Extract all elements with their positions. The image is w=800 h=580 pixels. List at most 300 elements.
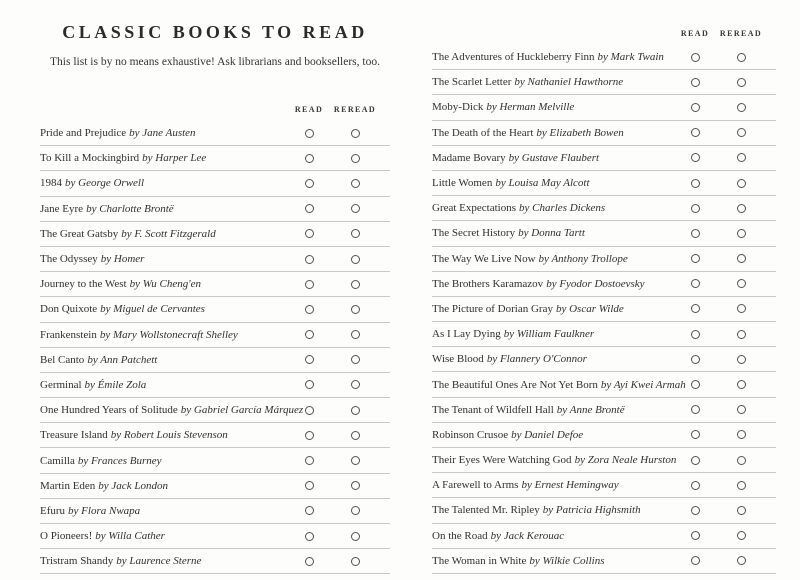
book-author: by Gabriel García Márquez [180,404,304,417]
read-circle[interactable] [305,406,314,415]
book-row [432,524,776,549]
book-author: by Donna Tartt [518,227,585,240]
read-circle[interactable] [305,456,314,465]
read-column-header: READ [680,29,710,38]
reread-cell [332,532,378,541]
read-circle[interactable] [691,279,700,288]
read-cell [286,330,332,339]
book-author: by Willa Cather [95,530,165,543]
book-author: by Louisa May Alcott [495,177,590,190]
reread-circle[interactable] [351,506,360,515]
book-entry [40,480,286,492]
reread-circle[interactable] [737,179,746,188]
reread-circle[interactable] [351,532,360,541]
read-cell [672,531,718,540]
reread-cell [332,255,378,264]
reread-circle[interactable] [737,556,746,565]
book-row [432,372,776,397]
book-entry [432,404,672,416]
reread-circle[interactable] [737,279,746,288]
book-title: The Beautiful Ones Are Not Yet Born [432,378,598,391]
read-circle[interactable] [305,179,314,188]
book-author: by Émile Zola [84,378,147,391]
book-row [40,146,390,171]
read-cell [286,280,332,289]
reread-circle[interactable] [737,380,746,389]
read-cell [286,456,332,465]
reread-circle[interactable] [737,254,746,263]
page-subtitle: This list is by no means exhaustive! Ask librarians and booksellers, too. [50,56,380,68]
reread-cell [332,406,378,415]
read-cell [286,506,332,515]
book-author: by William Faulkner [503,328,595,341]
reread-cell [332,557,378,566]
book-author: by Elizabeth Bowen [536,126,624,139]
reread-circle[interactable] [351,129,360,138]
book-title: O Pioneers! [40,530,93,543]
reread-cell [332,456,378,465]
book-title: The Picture of Dorian Gray [432,302,553,315]
book-title: The Talented Mr. Ripley [432,504,540,517]
book-entry [432,101,672,113]
book-entry [432,152,672,164]
reread-cell [332,280,378,289]
book-author: by Robert Louis Stevenson [110,429,228,442]
book-row [40,323,390,348]
reread-cell [332,481,378,490]
right-page-header [432,0,776,45]
reread-circle[interactable] [351,481,360,490]
reread-circle[interactable] [351,330,360,339]
read-cell [286,129,332,138]
book-row [432,549,776,574]
book-entry [432,227,672,239]
book-entry [432,353,672,365]
book-entry [432,303,672,315]
book-author: by Charlotte Brontë [86,202,174,215]
read-cell [672,481,718,490]
book-title: 1984 [40,177,62,190]
book-entry [40,127,286,139]
book-row [432,121,776,146]
book-author: by Daniel Defoe [511,428,584,441]
reread-cell [718,405,764,414]
reread-circle[interactable] [737,330,746,339]
reread-cell [332,330,378,339]
reread-cell [718,556,764,565]
book-entry [40,152,286,164]
book-row [432,297,776,322]
reread-circle[interactable] [737,531,746,540]
read-cell [672,405,718,414]
reread-cell [718,128,764,137]
reread-cell [332,129,378,138]
read-circle[interactable] [305,154,314,163]
read-circle[interactable] [305,129,314,138]
read-cell [672,456,718,465]
read-circle[interactable] [691,405,700,414]
read-cell [672,380,718,389]
book-author: by Flannery O'Connor [486,353,587,366]
read-circle[interactable] [305,355,314,364]
read-cell [672,330,718,339]
book-row [40,524,390,549]
reread-column-header: REREAD [719,29,763,38]
reread-circle[interactable] [351,255,360,264]
read-cell [672,153,718,162]
book-entry [432,530,672,542]
book-row [40,448,390,473]
book-entry [432,555,672,567]
book-entry [40,177,286,189]
book-row [432,347,776,372]
reread-cell [718,430,764,439]
reread-column-header: REREAD [333,105,377,114]
book-entry [432,378,686,391]
reread-circle[interactable] [737,204,746,213]
book-title: Great Expectations [432,202,516,215]
read-cell [672,506,718,515]
reread-cell [718,78,764,87]
read-cell [286,179,332,188]
book-title: The Woman in White [432,554,527,567]
reread-circle[interactable] [351,305,360,314]
read-cell [672,355,718,364]
read-circle[interactable] [691,254,700,263]
read-circle[interactable] [691,506,700,515]
reread-cell [332,154,378,163]
book-entry [432,76,672,88]
book-entry [40,354,286,366]
reread-circle[interactable] [737,53,746,62]
read-column-header: READ [294,105,324,114]
read-circle[interactable] [691,531,700,540]
book-row [40,247,390,272]
book-title: The Scarlet Letter [432,76,512,89]
read-circle[interactable] [305,532,314,541]
read-cell [286,380,332,389]
book-author: by Laurence Sterne [116,555,202,568]
book-title: Pride and Prejudice [40,127,127,140]
book-title: Efuru [40,504,66,517]
read-circle[interactable] [691,103,700,112]
reread-circle[interactable] [351,557,360,566]
book-row [40,398,390,423]
book-row [432,498,776,523]
reread-cell [332,431,378,440]
read-cell [286,355,332,364]
book-row [432,221,776,246]
read-cell [286,481,332,490]
read-cell [286,229,332,238]
book-title: The Tenant of Wildfell Hall [432,403,554,416]
read-circle[interactable] [305,305,314,314]
reread-circle[interactable] [737,430,746,439]
read-circle[interactable] [691,78,700,87]
left-book-list [40,121,390,580]
reread-circle[interactable] [351,406,360,415]
reread-cell [718,229,764,238]
read-circle[interactable] [691,355,700,364]
book-author: by George Orwell [65,177,145,190]
book-author: by Zora Neale Hurston [574,454,677,467]
book-entry [40,278,286,290]
read-cell [672,204,718,213]
book-title: One Hundred Years of Solitude [40,404,178,417]
reread-circle[interactable] [351,280,360,289]
book-row [40,373,390,398]
book-entry [432,504,672,516]
reread-cell [332,305,378,314]
reread-cell [332,506,378,515]
reread-circle[interactable] [351,204,360,213]
reread-cell [718,330,764,339]
book-entry [432,429,672,441]
reread-cell [718,506,764,515]
reread-circle[interactable] [351,179,360,188]
book-entry [432,278,672,290]
book-author: by Jane Austen [129,127,196,140]
book-title: The Secret History [432,227,516,240]
book-entry [432,454,677,467]
book-author: by Mary Wollstonecraft Shelley [99,328,238,341]
read-circle[interactable] [691,481,700,490]
reread-cell [332,380,378,389]
reread-circle[interactable] [737,304,746,313]
book-author: by Miguel de Cervantes [100,303,205,316]
reread-circle[interactable] [737,355,746,364]
book-title: The Death of the Heart [432,126,534,139]
book-row [432,196,776,221]
right-column-headers [432,29,776,45]
book-author: by Frances Burney [77,454,162,467]
book-author: by Ernest Hemingway [521,479,619,492]
read-cell [286,557,332,566]
right-book-list [432,45,776,580]
book-title: As I Lay Dying [432,328,501,341]
reread-cell [332,204,378,213]
book-author: by Jack Kerouac [490,529,565,542]
book-row [432,272,776,297]
reread-cell [718,103,764,112]
read-cell [286,255,332,264]
book-title: Jane Eyre [40,202,84,215]
reread-circle[interactable] [737,506,746,515]
read-circle[interactable] [691,380,700,389]
book-author: by Flora Nwapa [68,504,141,517]
reread-cell [332,179,378,188]
read-circle[interactable] [305,431,314,440]
book-row [432,398,776,423]
reread-cell [718,254,764,263]
book-entry [40,555,286,567]
book-entry [432,177,672,189]
book-row [40,297,390,322]
left-column-headers [40,105,390,121]
reread-circle[interactable] [351,456,360,465]
book-title: Moby-Dick [432,101,484,114]
book-row [432,171,776,196]
book-row [432,95,776,120]
read-circle[interactable] [691,204,700,213]
reread-cell [332,355,378,364]
book-row [40,348,390,373]
reread-cell [718,153,764,162]
book-title: Camilla [40,454,75,467]
book-entry [432,253,672,265]
read-cell [286,431,332,440]
reread-circle[interactable] [737,456,746,465]
book-row [40,171,390,196]
read-cell [672,229,718,238]
book-entry [40,505,286,517]
book-row [432,247,776,272]
book-row [432,146,776,171]
reread-cell [718,304,764,313]
read-circle[interactable] [305,280,314,289]
book-author: by Mark Twain [597,51,664,64]
read-cell [286,532,332,541]
book-author: by Oscar Wilde [555,302,624,315]
book-author: by Herman Melville [486,101,575,114]
read-circle[interactable] [691,330,700,339]
book-title: Germinal [40,378,82,391]
book-entry [432,127,672,139]
book-row [432,45,776,70]
book-row [432,473,776,498]
book-row [40,474,390,499]
book-author: by Nathaniel Hawthorne [514,76,624,89]
book-author: by Harper Lee [142,152,207,165]
read-circle[interactable] [305,229,314,238]
reread-cell [718,53,764,62]
reread-circle[interactable] [737,229,746,238]
read-circle[interactable] [305,481,314,490]
reread-circle[interactable] [737,128,746,137]
read-cell [286,154,332,163]
read-circle[interactable] [691,556,700,565]
book-entry [40,329,286,341]
reread-circle[interactable] [737,103,746,112]
book-title: Their Eyes Were Watching God [432,454,572,467]
reread-circle[interactable] [351,355,360,364]
read-cell [672,430,718,439]
read-circle[interactable] [691,128,700,137]
book-row [40,121,390,146]
book-entry [40,404,304,417]
book-entry [40,203,286,215]
book-title: Frankenstein [40,328,97,341]
reread-circle[interactable] [737,405,746,414]
book-row [432,423,776,448]
read-cell [672,556,718,565]
book-author: by Ayi Kwei Armah [600,378,686,391]
book-author: by Patricia Highsmith [542,504,641,517]
read-cell [286,305,332,314]
reread-cell [718,456,764,465]
read-circle[interactable] [305,255,314,264]
reread-cell [718,531,764,540]
read-cell [672,128,718,137]
book-title: To Kill a Mockingbird [40,152,140,165]
read-cell [672,304,718,313]
page-title: CLASSIC BOOKS TO READ [62,22,368,42]
book-author: by Homer [100,253,145,266]
reread-circle[interactable] [737,78,746,87]
left-page-header [40,0,390,121]
book-row [40,272,390,297]
book-entry [432,479,672,491]
read-circle[interactable] [691,304,700,313]
reread-cell [718,355,764,364]
reread-circle[interactable] [737,481,746,490]
read-cell [286,204,332,213]
book-author: by Gustave Flaubert [508,151,600,164]
book-row [432,70,776,95]
book-author: by Fyodor Dostoevsky [546,277,645,290]
book-row [432,448,776,473]
read-circle[interactable] [305,506,314,515]
read-circle[interactable] [691,456,700,465]
book-entry [40,379,286,391]
read-cell [672,53,718,62]
read-circle[interactable] [691,153,700,162]
reread-cell [718,279,764,288]
book-entry [40,429,286,441]
reread-circle[interactable] [351,229,360,238]
reread-cell [718,380,764,389]
reread-circle[interactable] [351,380,360,389]
read-circle[interactable] [305,204,314,213]
read-cell [672,103,718,112]
read-circle[interactable] [691,179,700,188]
book-title: The Odyssey [40,253,98,266]
book-title: Robinson Crusoe [432,428,509,441]
book-row [40,499,390,524]
book-entry [40,530,286,542]
read-cell [672,279,718,288]
book-row [40,222,390,247]
reread-circle[interactable] [737,153,746,162]
reread-circle[interactable] [351,154,360,163]
book-entry [432,328,672,340]
book-entry [432,202,672,214]
reread-cell [718,179,764,188]
read-circle[interactable] [691,229,700,238]
reread-cell [718,204,764,213]
book-title: The Brothers Karamazov [432,277,544,290]
reread-circle[interactable] [351,431,360,440]
book-title: Bel Canto [40,353,85,366]
book-entry [40,253,286,265]
book-entry [432,51,672,63]
book-title: Madame Bovary [432,151,506,164]
book-author: by Wu Cheng'en [129,278,201,291]
read-circle[interactable] [691,430,700,439]
read-circle[interactable] [305,330,314,339]
book-entry [40,455,286,467]
right-page [400,0,800,580]
book-author: by F. Scott Fitzgerald [121,227,216,240]
book-title: A Farewell to Arms [432,479,519,492]
book-author: by Charles Dickens [519,202,606,215]
read-circle[interactable] [305,380,314,389]
book-author: by Anthony Trollope [538,252,628,265]
read-cell [286,406,332,415]
read-circle[interactable] [691,53,700,62]
read-circle[interactable] [305,557,314,566]
book-title: The Way We Live Now [432,252,536,265]
